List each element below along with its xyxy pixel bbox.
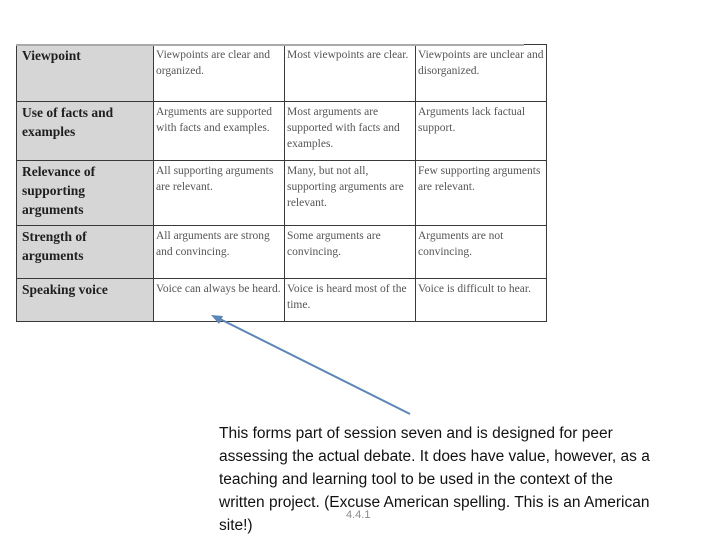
rubric-cell: Some arguments are convincing.: [285, 226, 416, 279]
rubric-cell: All arguments are strong and convincing.: [154, 226, 285, 279]
note-text: This forms part of session seven and is designed for peer assessing the actual debate. It does have value, however, as a teaching and learning tool to be used in the context of the written project. (Excuse American spelling. This is an American site!): [219, 425, 650, 534]
rubric-cell: Voice is difficult to hear.: [416, 279, 547, 322]
rubric-cell: Arguments lack factual support.: [416, 102, 547, 161]
rubric-cell: Arguments are not convincing.: [416, 226, 547, 279]
rubric-cell: Voice can always be heard.: [154, 279, 285, 322]
rubric-cell: Arguments are supported with facts and examples.: [154, 102, 285, 161]
rubric-cell: All supporting arguments are relevant.: [154, 161, 285, 226]
criterion-cell: Use of facts and examples: [17, 102, 154, 161]
criterion-cell: Viewpoint: [17, 45, 154, 102]
slide-number: 4.4.1: [346, 509, 371, 521]
rubric-cell: Viewpoints are clear and organized.: [154, 45, 285, 102]
rubric-cell: Viewpoints are unclear and disorganized.: [416, 45, 547, 102]
rubric-cell: Most viewpoints are clear.: [285, 45, 416, 102]
criterion-cell: Relevance of supporting arguments: [17, 161, 154, 226]
rubric-cell: Voice is heard most of the time.: [285, 279, 416, 322]
criterion-cell: Speaking voice: [17, 279, 154, 322]
rubric-cell: Most arguments are supported with facts and examples.: [285, 102, 416, 161]
criterion-cell: Strength of arguments: [17, 226, 154, 279]
rubric-cell: Many, but not all, supporting arguments are relevant.: [285, 161, 416, 226]
rubric-cell: Few supporting arguments are relevant.: [416, 161, 547, 226]
